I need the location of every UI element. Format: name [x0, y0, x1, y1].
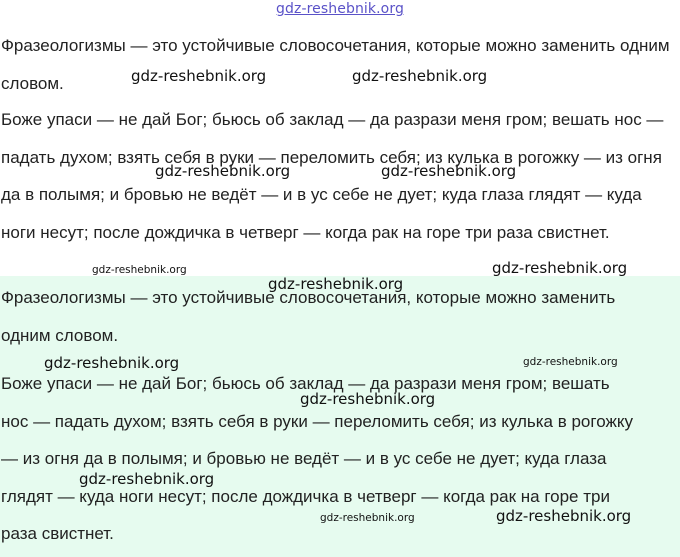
- answer-paragraph-phraseologisms: Боже упаси — не дай Бог; бьюсь об заклад — да разрази меня гром; вешать нос — падать духом; взять себя в руки — переломить себя; из кулька в рогожку — из огня да в полымя; и бровью не ведёт — и в ус себе не дует; куда глаза глядят — куда ноги несут; после дождичка в четверг — когда рак на горе три раза свистнет.: [1, 374, 633, 543]
- watermark: gdz-reshebnik.org: [92, 264, 187, 276]
- top-watermark-link[interactable]: gdz-reshebnik.org: [276, 1, 404, 17]
- watermark: gdz-reshebnik.org: [352, 67, 488, 85]
- task-paragraph-definition: Фразеологизмы — это устойчивые словосочетания, которые можно заменить одним словом.: [1, 36, 670, 93]
- watermark: gdz-reshebnik.org: [131, 67, 267, 85]
- task-paragraph-phraseologisms: Боже упаси — не дай Бог; бьюсь об заклад — да разрази меня гром; вешать нос — падать духом; взять себя в руки — переломить себя; из кулька в рогожку — из огня да в полымя; и бровью не ведёт — и в ус себе не дует; куда глаза глядят — куда ноги несут; после дождичка в четверг — когда рак на горе три раза свистнет.: [1, 110, 664, 242]
- answer-paragraph-definition: Фразеологизмы — это устойчивые словосочетания, которые можно заменить одним словом.: [1, 288, 616, 345]
- watermark: gdz-reshebnik.org: [300, 390, 436, 408]
- watermark: gdz-reshebnik.org: [496, 507, 632, 525]
- watermark: gdz-reshebnik.org: [44, 354, 180, 372]
- task-text-section: [0, 24, 680, 274]
- watermark: gdz-reshebnik.org: [268, 275, 404, 293]
- watermark: gdz-reshebnik.org: [155, 162, 291, 180]
- watermark: gdz-reshebnik.org: [79, 470, 215, 488]
- watermark: gdz-reshebnik.org: [381, 162, 517, 180]
- watermark: gdz-reshebnik.org: [492, 259, 628, 277]
- watermark: gdz-reshebnik.org: [320, 512, 415, 524]
- watermark: gdz-reshebnik.org: [523, 356, 618, 368]
